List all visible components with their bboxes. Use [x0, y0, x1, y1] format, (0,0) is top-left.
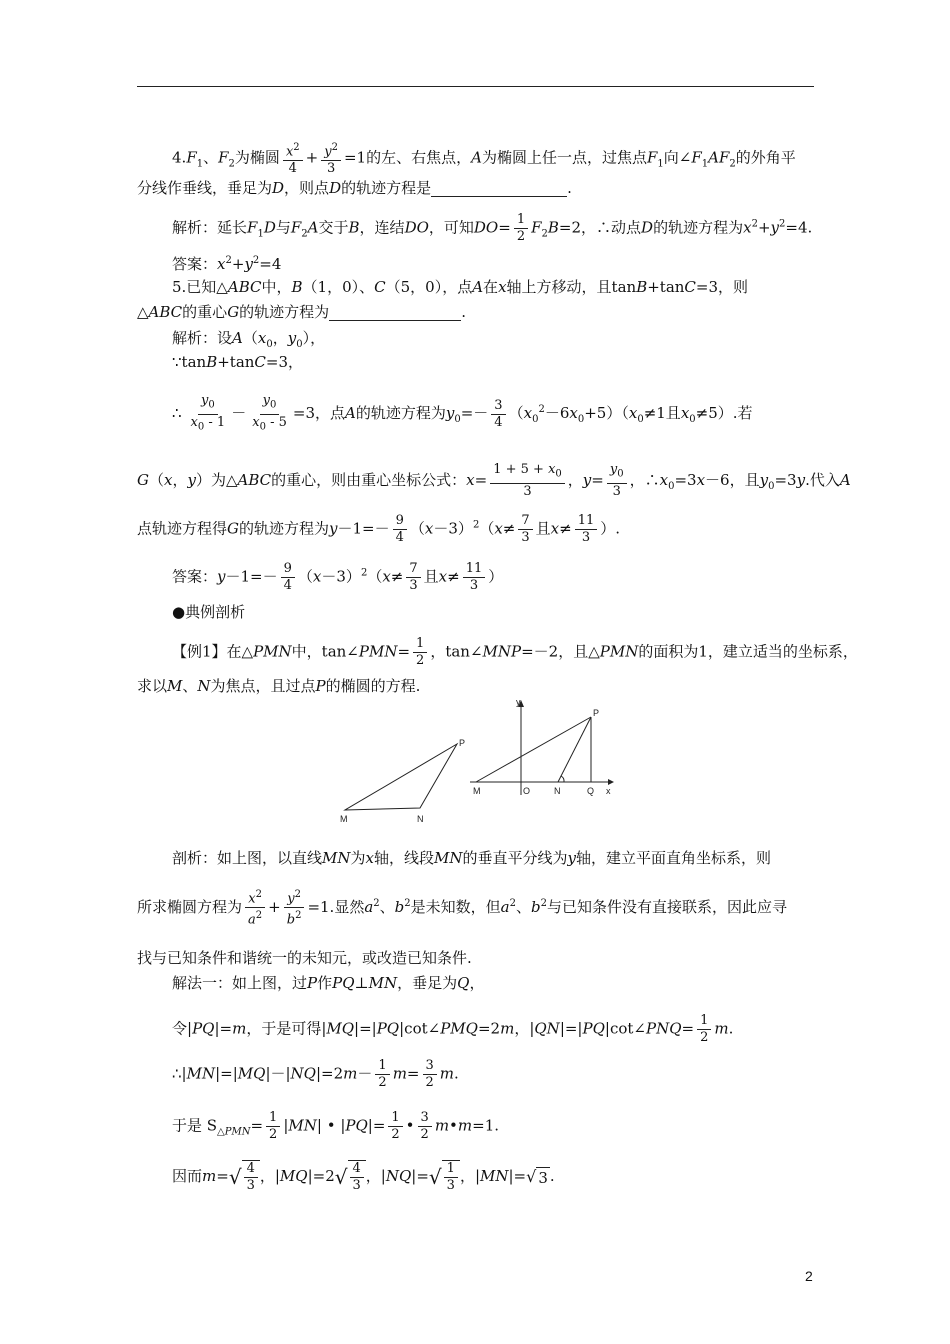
problem-5-solution-3: ∴ $\frac{y_0}{x_0 - 1}$ － $\frac{y_0}{x_0 - 5}$ =3，点A的轨迹方程为$y_0=-$ $\frac{3}{4}$ $(x_0^2-6x_0+5)(x_0\ne 1$且$x_0\ne 5$）.若	[172, 393, 753, 433]
label-q: Q	[587, 786, 595, 796]
analysis-line-2: 所求椭圆方程为 $\frac{x^2}{a^2}$ + $\frac{y^2}{b^2}$ =1.显然$a^2$、$b^2$是未知数，但$a^2$、$b^2$与已知条件没有直接联系，因此应寻	[137, 889, 788, 928]
problem-5-answer: 答案：y－1=－ $\frac{9}{4}$ $(x-3)^2(x\ne$ $\frac{7}{3}$ 且x≠ $\frac{11}{3}$ ）	[172, 561, 504, 593]
problem-4-line-1: $4.F_1$、$F_2$为椭圆 $\frac{x^2}{4}$ + $\frac{y^2}{3}$ =1的左、右焦点，A为椭圆上任一点，过焦点$F_1$向$\angle F_1AF_2$的外角平	[172, 142, 796, 177]
method-1-line-2: 令|PQ|=m，于是可得|MQ|=|PQ|cot∠PMQ=2m，|QN|=|PQ|cot∠PNQ= $\frac{1}{2}$ m.	[172, 1013, 734, 1045]
method-1-line-4: 于是 $S_{\triangle PMN}=$ $\frac{1}{2}$ |MN| • |PQ|= $\frac{1}{2}$ • $\frac{3}{2}$ m•m=1.	[172, 1110, 500, 1142]
label-p: P	[593, 708, 600, 718]
section-heading: ●典例剖析	[172, 603, 246, 621]
analysis-line-1: 剖析：如上图，以直线MN为x轴，线段MN的垂直平分线为y轴，建立平面直角坐标系，则	[172, 849, 771, 867]
label-p: P	[459, 738, 466, 748]
problem-5-solution-5: 点轨迹方程得G的轨迹方程为y－1=－ $\frac{9}{4}$ $(x-3)^2(x\ne$ $\frac{7}{3}$ 且x≠ $\frac{11}{3}$ ）.	[137, 513, 621, 545]
label-n: N	[554, 786, 561, 796]
coordinate-figure-right	[468, 695, 618, 805]
problem-4-line-2: 分线作垂线，垂足为D，则点D的轨迹方程是 .	[137, 179, 572, 197]
label-m: M	[473, 786, 481, 796]
x-axis-arrow	[608, 779, 614, 785]
problem-5-solution-1: 解析：设$A(x_0$，$y_0$），	[172, 329, 326, 350]
triangle-figure-left	[335, 730, 475, 825]
triangle-pmn	[345, 744, 457, 810]
method-1-line-1: 解法一：如上图，过P作PQ⊥MN，垂足为Q，	[172, 974, 485, 992]
label-x: x	[606, 786, 611, 796]
problem-5-line-2: △ABC的重心G的轨迹方程为 .	[137, 303, 466, 321]
method-1-line-5: 因而m= √ $\frac{4}{3}$ ，|MQ|=2 √ $\frac{4}{3}$ ，|NQ|= √ $\frac{1}{3}$ ，|MN|= √ 3 .	[172, 1161, 555, 1193]
problem-5-solution-4: G（x，y）为△ABC的重心，则由重心坐标公式：x= $\frac{1 + 5 + x_0}{3}$ ，y= $\frac{y_0}{3}$ ，$\therefore x_0=3x-6$，且$y_0=3y$.代入A	[137, 462, 851, 499]
problem-4-solution: 解析：延长$F_1D$与$F_2A$交于B，连结DO，可知DO= $\frac{1}{2}$ $F_2B=2$，∴动点D的轨迹方程为$x^2+y^2=4$.	[172, 212, 813, 244]
problem-4-answer: 答案：$x^2+y^2=4$	[172, 255, 282, 273]
label-m: M	[340, 814, 348, 824]
problem-5-line-1: 5.已知△ABC中，B（1，0）、C（5，0），点A在x轴上方移动，且tanB+tanC=3，则	[172, 278, 749, 296]
method-1-line-3: ∴|MN|=|MQ|－|NQ|=2m－ $\frac{1}{2}$ m= $\frac{3}{2}$ m.	[172, 1058, 459, 1090]
analysis-line-3: 找与已知条件和谐统一的未知元，或改造已知条件.	[137, 949, 472, 967]
angle-arc	[561, 776, 564, 782]
label-y: y	[516, 697, 521, 707]
page-number: 2	[805, 1268, 813, 1284]
header-rule	[137, 86, 814, 87]
label-o: O	[523, 786, 531, 796]
label-n: N	[417, 814, 424, 824]
segment-mp	[476, 717, 591, 782]
example-1-line-2: 求以M、N为焦点，且过点P的椭圆的方程.	[137, 677, 421, 695]
problem-5-solution-2: ∵tanB+tanC=3，	[172, 353, 304, 371]
example-1-line-1: 【例1】在△PMN中，tan∠PMN= $\frac{1}{2}$ ，tan∠MNP=－2，且△PMN的面积为1，建立适当的坐标系，	[172, 636, 858, 668]
